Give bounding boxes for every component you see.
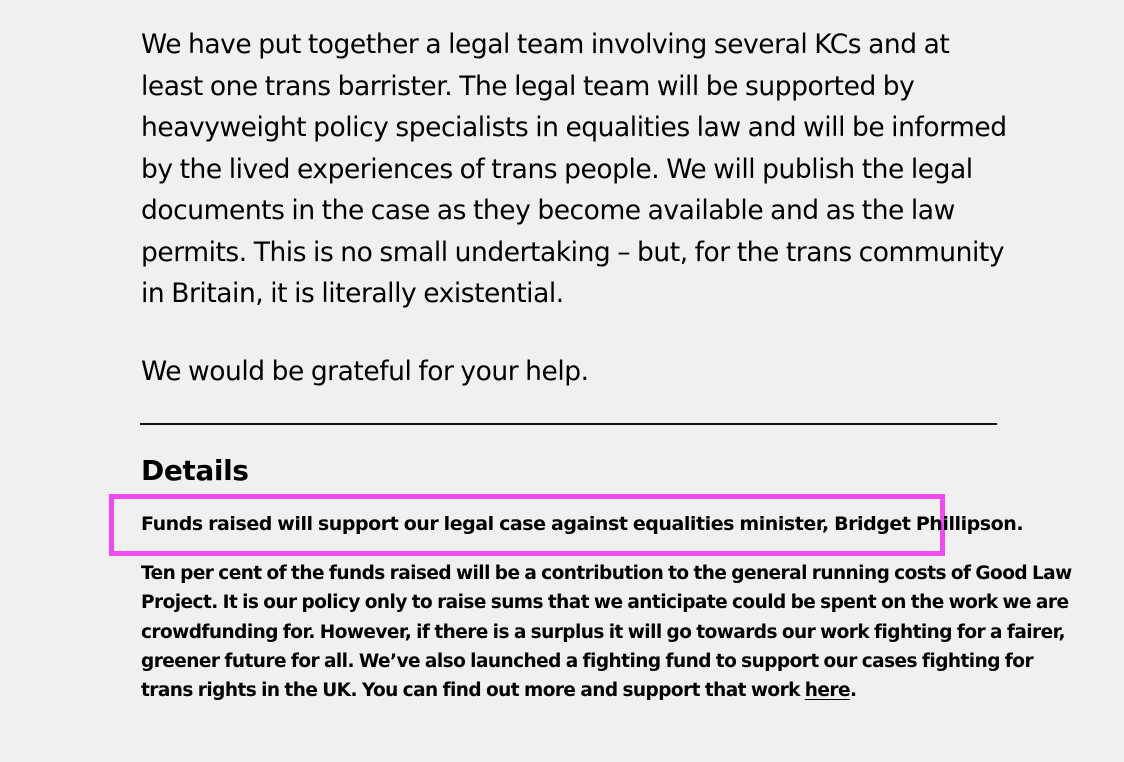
article-body [141, 24, 1007, 392]
details-line: crowdfunding for. However, if there is a surplus it will go towards our work fighting for a fairer, [141, 621, 1065, 643]
intro-line: least one trans barrister. The legal team will be supported by [141, 70, 915, 102]
details-line-last [141, 676, 1011, 705]
details-last-line-text: trans rights in the UK. You can find out more and support that work [141, 680, 805, 702]
funds-statement: Funds raised will support our legal case against equalities minister, Bridget Phillipson. [141, 513, 1024, 535]
here-link[interactable]: here [804, 680, 850, 702]
intro-line: by the lived experiences of trans people. We will publish the legal [141, 153, 973, 185]
details-line: Ten per cent of the funds raised will be a contribution to the general running costs of Good Law [141, 563, 1072, 584]
section-divider [140, 423, 997, 425]
intro-line: We have put together a legal team involving several KCs and at [141, 29, 950, 60]
intro-line: in Britain, it is literally existential. [141, 278, 564, 309]
intro-line: documents in the case as they become available and as the law [141, 195, 955, 226]
details-last-line-end: . [850, 680, 857, 702]
details-paragraph [141, 559, 1072, 705]
intro-line: permits. This is no small undertaking – but, for the trans community [141, 236, 1005, 268]
intro-line: heavyweight policy specialists in equalities law and will be informed [141, 112, 1007, 143]
details-heading: Details [141, 454, 249, 487]
details-line: greener future for all. We’ve also launched a fighting fund to support our cases fighting for [141, 650, 1034, 672]
closing-paragraph: We would be grateful for your help. [141, 355, 589, 387]
details-line: Project. It is our policy only to raise sums that we anticipate could be spent on the work we are [141, 592, 1069, 614]
intro-paragraph [141, 24, 1007, 315]
